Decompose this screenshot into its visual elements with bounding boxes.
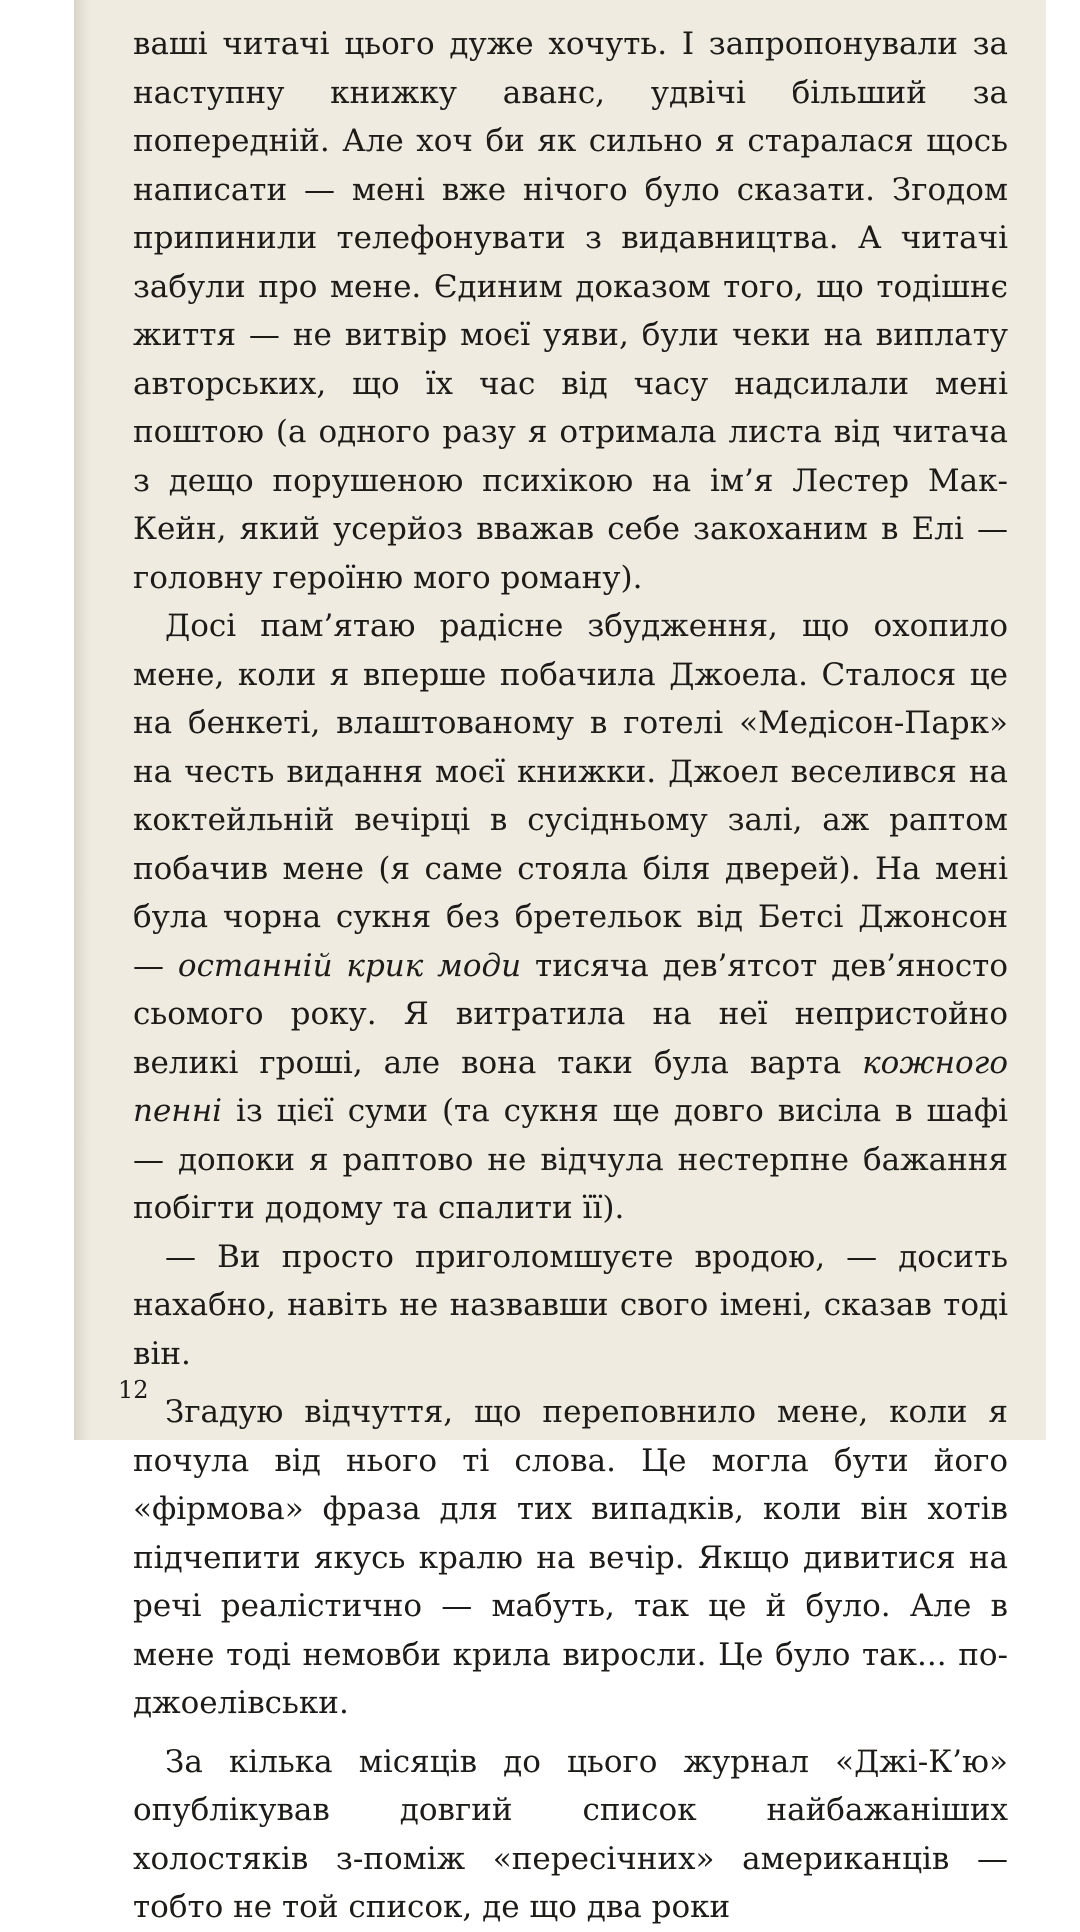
paragraph-dialogue	[133, 1233, 1008, 1379]
text-run: Досі пам’ятаю радісне збудження, що охопило мене, коли я вперше побачила Джоела. Сталося це на бенкеті, влаштованому в готелі «Медісон-Парк» на честь видання моєї книжки. Джоел веселився на коктейльній вечірці в сусідньому залі, аж раптом побачив мене (я саме стояла біля дверей). На мені була чорна сукня без бретельок від Бетсі Джонсон —	[133, 608, 1008, 984]
page-right-margin	[1046, 0, 1080, 1440]
page-body	[133, 20, 1008, 1932]
paragraph	[133, 20, 1008, 602]
text-run: тисяча дев’ятсот дев’яносто сьомого року. Я витратила на неї непристойно великі гроші, але вона таки була варта	[133, 947, 1008, 1081]
italic-text-run: кожного пенні	[133, 1044, 1008, 1129]
paragraph	[133, 1388, 1008, 1728]
text-run: ваші читачі цього дуже хочуть. І запропонували за наступну книжку аванс, удвічі більший за попередній. Але хоч би як сильно я старалася щось написати — мені вже нічого було сказати. Згодом припинили телефонувати з видавництва. А читачі забули про мене. Єдиним доказом того, що тодішнє життя — не витвір моєї уяви, були чеки на виплату авторських, що їх час від часу надсилали мені поштою (а одного разу я отримала листа від читача з дещо порушеною психікою на ім’я Лестер Мак-Кейн, який усерйоз вважав себе закоханим в Елі — головну героїню мого роману).	[133, 26, 1008, 596]
text-run: із цієї суми (та сукня ще довго висіла в шафі — допоки я раптово не відчула нестерпне бажання побігти додому та спалити її).	[133, 1093, 1008, 1226]
italic-text-run: останній крик моди	[177, 947, 522, 984]
paragraph	[133, 602, 1008, 1233]
text-run: За кілька місяців до цього журнал «Джі-К’ю» опублікував довгий список найбажаніших холостяків з-поміж «пересічних» американців — тобто не той список, де що два роки	[133, 1743, 1008, 1925]
page-gutter-shadow	[74, 0, 90, 1440]
text-run: Згадую відчуття, що переповнило мене, коли я почула від нього ті слова. Це могла бути його «фірмова» фраза для тих випадків, коли він хотів підчепити якусь кралю на вечір. Якщо дивитися на речі реалістично — мабуть, так це й було. Але в мене тоді немовби крила виросли. Це було так... по-джоелівськи.	[133, 1394, 1008, 1721]
paragraph	[133, 1738, 1008, 1932]
page-number: 12	[118, 1376, 149, 1404]
text-run: — Ви просто приголомшуєте вродою, — досить нахабно, навіть не назвавши свого імені, сказав тоді він.	[133, 1238, 1008, 1372]
